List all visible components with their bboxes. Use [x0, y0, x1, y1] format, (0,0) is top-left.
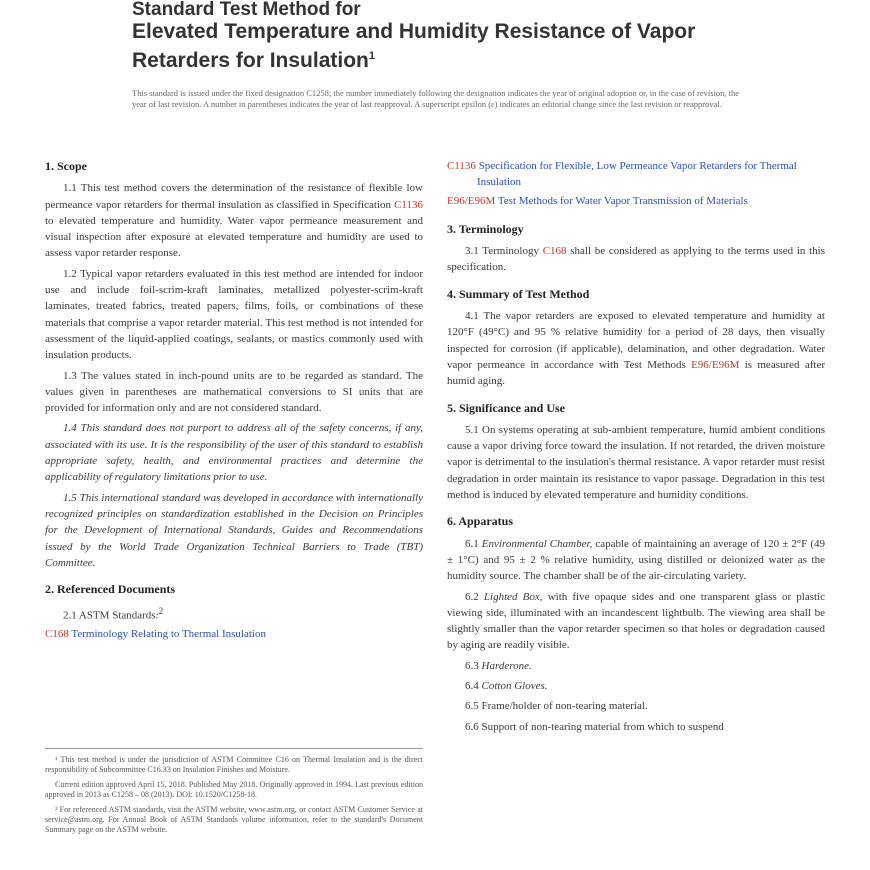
paragraph-6-6: 6.6 Support of non-tearing material from which to suspend [465, 720, 724, 733]
ref-link-e96[interactable]: E96/E96M [691, 358, 740, 371]
paragraph-1-5: 1.5 This international standard was developed in accordance with internationally recognized principles on standardization established in the Decision on Principles for the Development of International Standards, Guides and Recommendations issued by the World Trade Organization Technical Barriers to Trade (TBT) Committee. [45, 491, 423, 569]
ref-link-c168[interactable]: C168 [542, 245, 567, 258]
footnotes [45, 748, 423, 840]
section-heading-apparatus: 6. Apparatus [447, 514, 514, 529]
p2-1-footnote-marker: 2 [158, 606, 164, 617]
title-line-1: Standard Test Method for [132, 0, 361, 20]
footnote-1: ¹ This test method is under the jurisdiction of ASTM Committee C16 on Thermal Insulation and is the direct responsibility of Subcommittee C16.33 on Insulation Finishes and Moisture. [45, 755, 423, 774]
paragraph-1-3: 1.3 The values stated in inch-pound units are to be regarded as standard. The values given in parentheses are mathematical conversions to SI units that are provided for information only and are not considered standard. [45, 369, 423, 415]
ref-link-c1136[interactable]: C1136 [394, 198, 424, 211]
paragraph-4-1 [447, 308, 825, 389]
footnote-2: ² For referenced ASTM standards, visit the ASTM website, www.astm.org, or contact ASTM Customer Service at service@astm.org. For Annual Book of ASTM Standards volume information, refer to the standard's Document Summary page on the ASTM website. [45, 805, 423, 834]
p6-4-term: Cotton Gloves. [481, 680, 548, 693]
p6-3-num: 6.3 [465, 659, 479, 672]
reference-title-e96[interactable]: Test Methods for Water Vapor Transmission of Materials [497, 194, 748, 207]
paragraph-6-1 [447, 536, 825, 585]
title-line-3-text: Retarders for Insulation [132, 49, 369, 72]
reference-code-e96[interactable]: E96/E96M [447, 194, 496, 207]
section-heading-terminology: 3. Terminology [447, 221, 524, 236]
p6-2-num: 6.2 [465, 590, 479, 603]
title-line-3 [132, 44, 772, 73]
paragraph-5-1: 5.1 On systems operating at sub-ambient temperature, humid ambient conditions cause a vapor driving force toward the insulation. If not retarded, the driven moisture vapor is detrimental to the insulation's thermal resistance. A vapor retarder must resist degradation in order maintain its resistance to vapor passage. Degradation in this test method is induced by elevated temperature and humidity conditions. [447, 423, 825, 502]
p4-1-text-b: is measured after humid aging. [447, 358, 826, 388]
paragraph-3-1 [447, 243, 825, 276]
paragraph-6-4 [447, 678, 825, 694]
reference-title-c1136[interactable]: Specification for Flexible, Low Permeance Vapor Retarders for Thermal Insulation [477, 160, 797, 189]
reference-code-c1136[interactable]: C1136 [447, 160, 476, 172]
left-column [45, 158, 423, 645]
paragraph-1-2: 1.2 Typical vapor retarders evaluated in this test method are intended for indoor use and include foil-scrim-kraft laminates, metallized polyester-scrim-kraft laminates, treated fabrics, treated papers, films, foils, or combinations of these materials that comprise a vapor retarder material. This test method is not intended for assessment of the liquid-applied coatings, sealants, or mastics commonly used with insulation products. [45, 267, 423, 362]
p6-1-term: Environmental Chamber, [481, 537, 593, 550]
paragraph-6-3 [447, 658, 825, 674]
footnote-edition: Current edition approved April 15, 2018. Published May 2018. Originally approved in 1994. Last previous edition approved in 2013 as C1258 – 08 (2013). DOI: 10.1520/C1258-18. [45, 780, 423, 799]
paragraph-6-5: 6.5 Frame/holder of non-tearing material. [465, 700, 648, 713]
paragraph-2-1 [63, 603, 423, 624]
p1-1-text-a: 1.1 This test method covers the determination of the resistance of flexible low permeance vapor retarders for thermal insulation as classified in Specification [45, 182, 423, 211]
title-line-2: Elevated Temperature and Humidity Resistance of Vapor [132, 20, 696, 43]
designation-notice: This standard is issued under the fixed designation C1258; the number immediately following the designation indicates the year of original adoption or, in the case of revision, the year of last revision. A number in parentheses indicates the year of last reapproval. A superscript epsilon (ε) indicates an editorial change since the last revision or reapproval. [132, 88, 740, 109]
reference-title-c168[interactable]: Terminology Relating to Thermal Insulation [71, 628, 266, 641]
p1-1-text-b: to elevated temperature and humidity. Water vapor permeance measurement and visual inspection after exposure at elevated temperature and humidity are used to assess vapor retarder response. [45, 214, 423, 260]
reference-c168[interactable] [45, 626, 423, 642]
paragraph-6-2 [447, 589, 825, 654]
paragraph-1-1 [45, 180, 423, 261]
p3-1-text-b: shall be considered as applying to the terms used in this specification. [447, 245, 826, 274]
section-heading-summary: 4. Summary of Test Method [447, 286, 590, 301]
paragraph-1-4: 1.4 This standard does not purport to address all of the safety concerns, if any, associated with its use. It is the responsibility of the user of this standard to establish appropriate safety, health, and environmental practices and determine the applicability of regulatory limitations prior to use. [45, 422, 423, 484]
p4-1-text-a: 4.1 The vapor retarders are exposed to elevated temperature and humidity at 120°F (49°C) and 95 % relative humidity for a period of 28 days, then visually inspected for corrosion (if applicable), delamination, and other degradation. Water vapor permeance in accordance with Test Methods [447, 310, 825, 371]
title-block [132, 0, 772, 73]
right-column [447, 158, 825, 739]
reference-c1136[interactable] [447, 158, 825, 191]
section-heading-referenced-documents: 2. Referenced Documents [45, 582, 176, 597]
p6-3-term: Harderone. [481, 659, 532, 672]
section-heading-significance: 5. Significance and Use [447, 400, 566, 415]
reference-code-c168[interactable]: C168 [45, 628, 69, 641]
title-footnote-marker: 1 [368, 50, 376, 62]
p6-1-text: capable of maintaining an average of 120 ± 2°F (49 ± 1°C) and 95 ± 2 % relative humidity, using distilled or deionized water as the humidity source. The chamber shall be of the air-circulating variety. [447, 537, 826, 583]
p6-1-num: 6.1 [465, 537, 479, 550]
p6-4-num: 6.4 [465, 680, 479, 693]
reference-e96[interactable] [447, 193, 825, 209]
p6-2-text: with five opaque sides and one transparent glass or plastic viewing side, illuminated with an incandescent lightbulb. The viewing area shall be slightly smaller than the vapor retarder specimen so that holes or degradation caused by aging are readily visible. [447, 590, 826, 652]
p6-2-term: Lighted Box, [483, 590, 543, 603]
section-heading-scope: 1. Scope [45, 159, 87, 173]
p2-1-text: 2.1 ASTM Standards: [63, 610, 159, 623]
p3-1-text-a: 3.1 Terminology [465, 245, 539, 258]
